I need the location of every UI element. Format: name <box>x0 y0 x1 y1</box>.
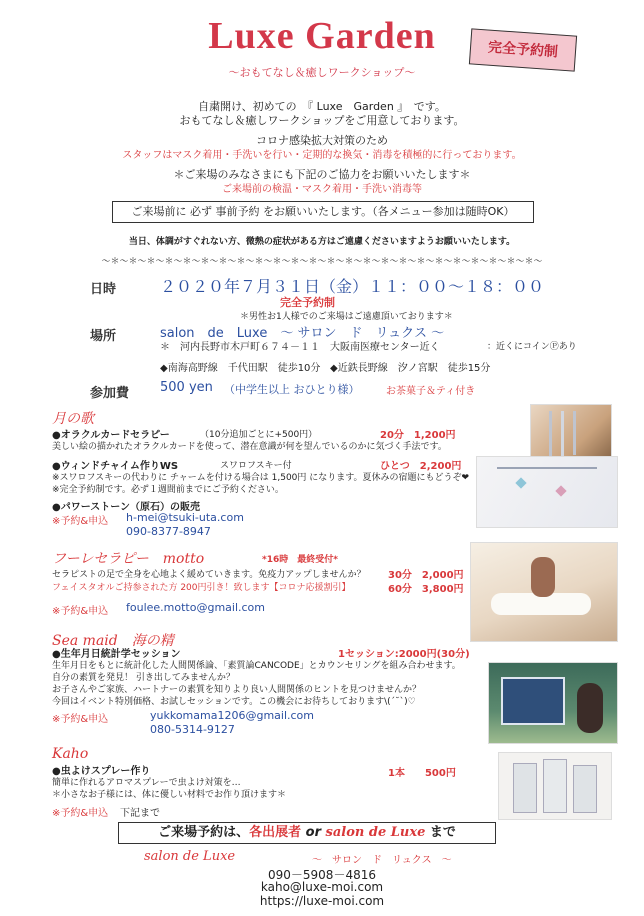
covid-staff: スタッフはマスク着用・手洗いを行い・定期的な換気・消毒を積極的に行っております。 <box>122 150 522 161</box>
vendor-4-desc-1: 簡単に作れるアロマスプレーで虫よけ対策を… <box>52 778 241 788</box>
place-label: 場所 <box>90 329 117 344</box>
vendor-4-item-title: ●虫よけスプレー作り <box>52 766 151 777</box>
session-photo <box>488 662 618 744</box>
covid-title: コロナ感染拡大対策のため <box>256 134 388 147</box>
crystal-chime-photo <box>476 456 618 528</box>
date-note-2: ＊男性お1人様でのご来場はご遠慮頂いております＊ <box>240 312 453 322</box>
divider: ～＊～＊～＊～＊～＊～＊～＊～＊～＊～＊～＊～＊～＊～＊～＊～＊～＊～＊～＊～＊～＊～＊～＊～＊～ <box>101 257 543 267</box>
footer-box-text-c: or <box>301 825 326 840</box>
intro-line-1: 自粛開け、初めての 『 Luxe Garden 』 です。 <box>198 100 446 113</box>
footer-box-text-b: 各出展者 <box>249 825 302 840</box>
vendor-2-price-2: 60分 3,800円 <box>388 584 464 595</box>
vendor-1-phone[interactable]: 090-8377-8947 <box>126 525 211 538</box>
vendor-1-item-1-sub: （10分追加ごとに+500円） <box>200 430 318 440</box>
vendor-2-price-1: 30分 2,000円 <box>388 570 464 581</box>
reservation-badge: 完全予約制 <box>469 28 577 71</box>
vendor-3-email[interactable]: yukkomama1206@gmail.com <box>150 709 315 722</box>
vendor-1-contact-label: ※予約&申込 <box>52 516 109 527</box>
cooperate-items: ご来場前の検温・マスク着用・手洗い消毒等 <box>222 184 422 195</box>
vendor-4-contact-label: ※予約&申込 <box>52 808 109 819</box>
fee-label: 参加費 <box>90 386 130 401</box>
vendor-2-desc-2: フェイスタオルご持参された方 200円引き！致します【コロナ応援割引】 <box>52 583 351 593</box>
intro-line-2: おもてなし＆癒しワークショップをご用意しております。 <box>179 114 465 127</box>
footer-url[interactable]: https://luxe-moi.com <box>259 894 385 908</box>
vendor-3-price: 1セッション:2000円(30分) <box>338 649 470 660</box>
vendor-4-name: Kaho <box>52 746 89 762</box>
vendor-2-contact-label: ※予約&申込 <box>52 606 109 617</box>
vendor-1-item-3-title: ●パワーストーン（原石）の販売 <box>52 502 201 513</box>
vendor-1-item-2-desc: ※スワロフスキーの代わりに チャームを付ける場合は 1,500円 になります。夏休みの宿題にもどうぞ❤ <box>52 473 470 483</box>
footer-email[interactable]: kaho@luxe-moi.com <box>260 880 384 894</box>
vendor-3-desc-2: 自分の素質を発見！ 引き出してみませんか？ <box>52 673 235 683</box>
vendor-1-name: 月の歌 <box>52 411 94 427</box>
date-label: 日時 <box>90 282 117 297</box>
vendor-2-desc-1: セラピストの足で全身を心地よく緩めていきます。免疫力アップしませんか？ <box>52 570 366 580</box>
page-subtitle: ～おもてなし＆癒しワークショップ～ <box>228 66 416 79</box>
vendor-1-item-2-title: ●ウィンドチャイム作りWS <box>52 461 179 472</box>
vendor-1-item-2-desc-2: ※完全予約制です。必ず１週間前までにご予約ください。 <box>52 485 284 495</box>
vendor-4-desc-2: ＊小さなお子様には、体に優しい材料でお作り頂けます＊ <box>52 790 287 800</box>
vendor-4-price: 1本 500円 <box>388 768 456 779</box>
vendor-1-item-1-desc: 美しい絵の描かれたオラクルカードを使って、潜在意識が何を望んでいるのかに気づく手法です。 <box>52 442 447 452</box>
place-address: ＊ 河内長野市木戸町６７４－１１ 大阪南医療センター近く <box>160 342 440 353</box>
footer-box <box>118 822 496 844</box>
footer-box-text-e: まで <box>425 825 456 840</box>
vendor-1-item-2-sub: スワロフスキー付 <box>220 461 292 471</box>
station-2: ◆近鉄長野線 汐ノ宮駅 徒歩15分 <box>330 363 491 374</box>
vendor-2-name: フーレセラピー motto <box>52 551 205 567</box>
vendor-1-item-1-title: ●オラクルカードセラピー <box>52 430 170 441</box>
fee-extra: お茶菓子＆ティ付き <box>386 386 476 397</box>
therapy-photo <box>470 542 618 642</box>
fee-value: 500 yen <box>160 380 213 395</box>
spray-bottles-photo <box>498 752 612 820</box>
footer-box-text-a: ご来場予約は、 <box>158 825 250 840</box>
vendor-3-name: Sea maid 海の精 <box>52 633 174 649</box>
place-parking: ：近くにコインⓅあり <box>487 342 577 352</box>
footer-phone[interactable]: 090－5908－4816 <box>268 868 376 882</box>
vendor-3-desc-3: お子さんやご家族、ハートナーの素質を知りより良い人間関係のヒントを見つけませんか？ <box>52 685 422 695</box>
vendor-1-item-2-price: ひとつ 2,200円 <box>380 461 462 472</box>
vendor-1-email[interactable]: h-mei@tsuki-uta.com <box>126 511 244 524</box>
page-title: Luxe Garden <box>208 15 436 57</box>
date-value: ２０２０年７月３１日（金）１１：００～１８：００ <box>160 277 545 296</box>
vendor-2-tag: *16時 最終受付* <box>262 555 338 565</box>
vendor-3-desc-1: 生年月日をもとに統計化した人間関係論、「素質論CANCODE」とカウンセリングを組み合わせます。 <box>52 661 461 671</box>
footer-salon-kana: ～ サロン ド リュクス ～ <box>312 855 452 866</box>
cooperate-title: ＊ご来場のみなさまにも下記のご協力をお願いいたします＊ <box>173 168 471 181</box>
health-note: 当日、体調がすぐれない方、微熱の症状がある方はご遠慮くださいますようお願いいたします。 <box>128 237 516 247</box>
footer-box-text-d: salon de Luxe <box>325 825 426 840</box>
vendor-2-email[interactable]: foulee.motto@gmail.com <box>126 601 266 614</box>
station-1: ◆南海高野線 千代田駅 徒歩10分 <box>160 363 321 374</box>
vendor-4-contact-note: 下記まで <box>120 808 160 819</box>
vendor-3-item-title: ●生年月日統計学セッション <box>52 649 181 660</box>
place-name: salon de Luxe ～ サロン ド リュクス ～ <box>160 326 445 341</box>
date-note-1: 完全予約制 <box>280 296 335 309</box>
vendor-1-item-1-price: 20分 1,200円 <box>380 430 456 441</box>
vendor-3-desc-4: 今回はイベント特別価格、お試しセッションです。この機会にお待ちしております\(´˘`)♡ <box>52 697 416 707</box>
reservation-box: ご来場前に 必ず 事前予約 をお願いいたします。（各メニュー参加は随時OK） <box>112 201 534 223</box>
footer-salon-name: salon de Luxe <box>144 849 236 864</box>
vendor-3-contact-label: ※予約&申込 <box>52 714 109 725</box>
vendor-3-phone[interactable]: 080-5314-9127 <box>150 723 235 736</box>
fee-note: （中学生以上 おひとり様） <box>224 383 360 396</box>
